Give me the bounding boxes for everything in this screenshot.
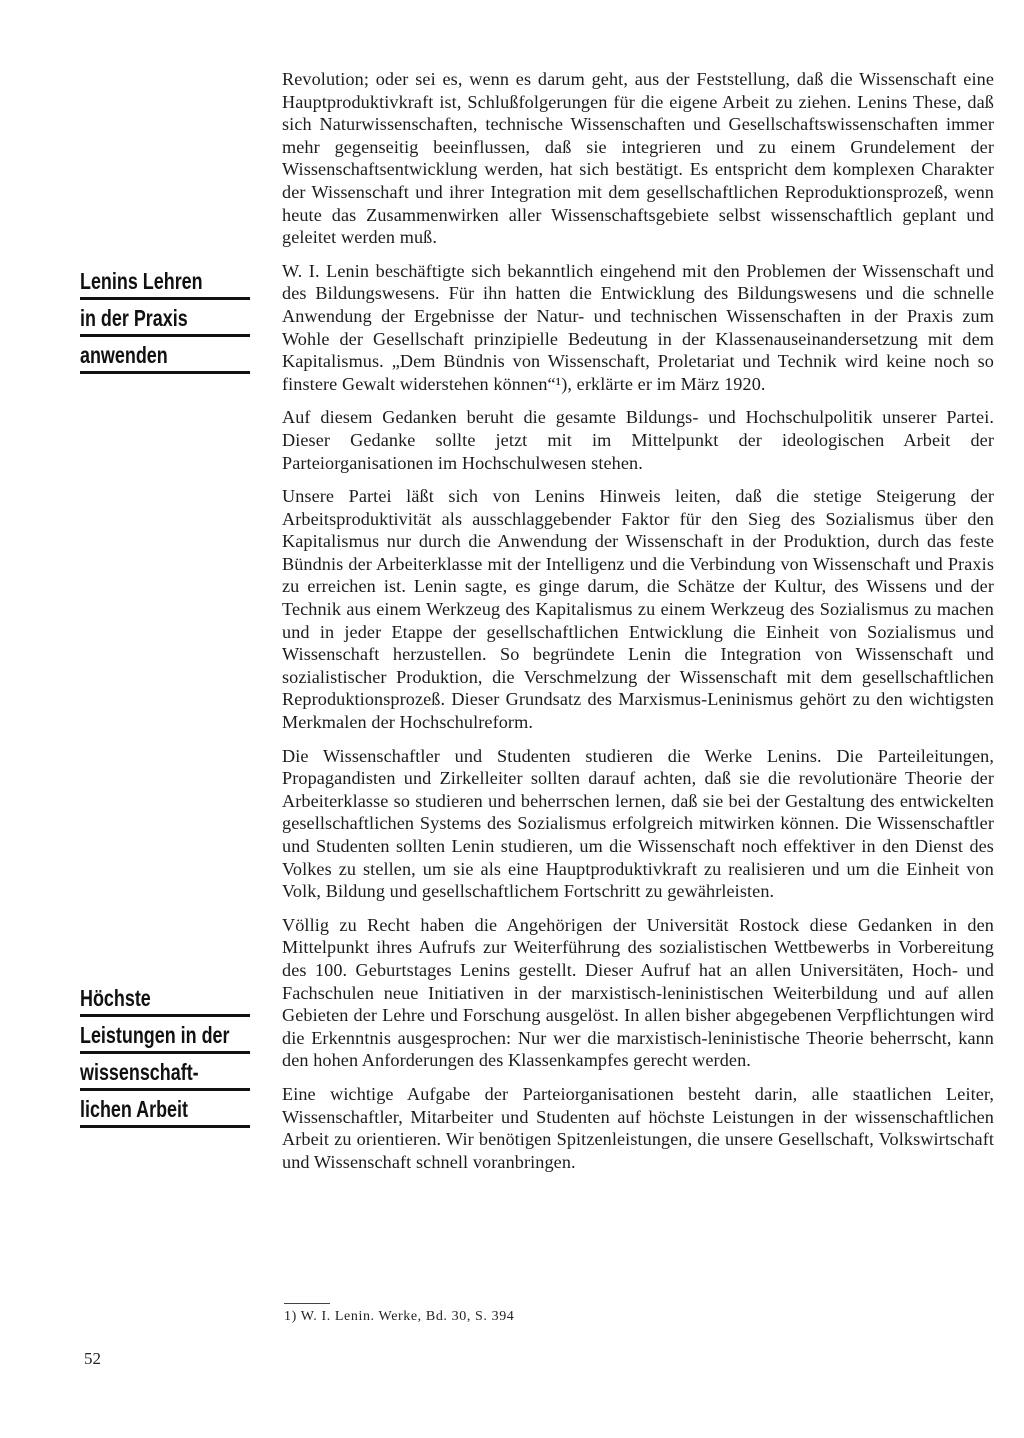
section-heading-hoechste-leistungen xyxy=(80,983,230,1131)
page-number: 52 xyxy=(84,1349,101,1368)
paragraph: Revolution; oder sei es, wenn es darum geht, aus der Feststellung, daß die Wissenschaft eine Hauptproduktivkraft ist, Schlußfolgerungen für die eigene Arbeit zu ziehen. Lenins These, daß sich Naturwissenschaften, technische Wissenschaften und Gesellschaftswissenschaften immer mehr gegenseitig beeinflussen, daß sie integrieren und zu einem Grundelement der Wissenschaftsentwicklung werden, hat sich bestätigt. Es entspricht dem komplexen Charakter der Wissenschaft und ihrer Integration mit dem gesellschaftlichen Reproduktionsprozeß, wenn heute das Zusammenwirken aller Wissenschaftsgebiete selbst wissenschaftlich geplant und geleitet werden muß. xyxy=(282,69,994,248)
paragraph: Auf diesem Gedanken beruht die gesamte Bildungs- und Hochschulpolitik unserer Partei. Dieser Gedanke sollte jetzt mit im Mittelpunkt der ideologischen Arbeit der Parteiorganisationen im Hochschulwesen stehen. xyxy=(282,407,994,473)
heading-line: anwenden xyxy=(80,340,250,374)
heading-line: lichen Arbeit xyxy=(80,1094,250,1128)
paragraph: Die Wissenschaftler und Studenten studieren die Werke Lenins. Die Parteileitungen, Propagandisten und Zirkelleiter sollten darauf achten, daß sie die revolutionäre Theorie der Arbeiterklasse so studieren und beherrschen lernen, daß sie bei der Gestaltung des entwickelten gesellschaftlichen Systems des Sozialismus erfolgreich mitwirken können. Die Wissenschaftler und Studenten sollten Lenin studieren, um die Wissenschaft noch effektiver in den Dienst des Volkes zu stellen, um sie als eine Hauptproduktivkraft zu realisieren und um die Einheit von Volk, Bildung und gesellschaftlichem Fortschritt zu gewährleisten. xyxy=(282,745,994,902)
section-heading-lenins-lehren xyxy=(80,266,213,377)
heading-line: wissenschaft- xyxy=(80,1057,250,1091)
footnote: 1) W. I. Lenin. Werke, Bd. 30, S. 394 xyxy=(284,1309,515,1324)
heading-line: Lenins Lehren xyxy=(80,266,250,300)
paragraph: Unsere Partei läßt sich von Lenins Hinweis leiten, daß die stetige Steigerung der Arbeitsproduktivität als ausschlaggebender Faktor für den Sieg des Sozialismus über den Kapitalismus nur durch die Anwendung der Wissenschaft in der Produktion, durch das feste Bündnis der Arbeiterklasse mit der Intelligenz und die Verbindung von Wissenschaft und Praxis zu erreichen ist. Lenin sagte, es ginge darum, die Schätze der Kultur, des Wissens und der Technik aus einem Werkzeug des Kapitalismus zu einem Werkzeug des Sozialismus zu machen und in jeder Etappe der gesellschaftlichen Entwicklung die Einheit von Sozialismus und Wissenschaft herzustellen. So begründete Lenin die Integration von Wissenschaft und sozialistischer Produktion, die Verschmelzung der Wissenschaft mit dem gesellschaftlichen Reproduktionsprozeß. Dieser Grundsatz des Marxismus-Leninismus gehört zu den wichtigsten Merkmalen der Hochschulreform. xyxy=(282,486,994,733)
paragraph: Völlig zu Recht haben die Angehörigen der Universität Rostock diese Gedanken in den Mittelpunkt ihres Aufrufs zur Weiterführung des sozialistischen Wettbewerbs in Vorbereitung des 100. Geburtstages Lenins gestellt. Dieser Aufruf hat an allen Universitäten, Hoch- und Fachschulen neue Initiativen in der marxistisch-leninistischen Weiterbildung und auf allen Gebieten der Lehre und Forschung ausgelöst. In allen bisher abgegebenen Verpflichtungen wird die Erkenntnis ausgesprochen: Nur wer die marxistisch-leninistische Theorie beherrscht, kann den hohen Anforderungen des Klassenkampfes gerecht werden. xyxy=(282,914,994,1071)
paragraph: W. I. Lenin beschäftigte sich bekanntlich eingehend mit den Problemen der Wissenschaft und des Bildungswesens. Für ihn hatten die Entwicklung des Bildungswesens und die schnelle Anwendung der Ergebnisse der Natur- und technischen Wissenschaften in der Praxis zum Wohle der Gesellschaft prinzipielle Bedeutung in der Klassenauseinandersetzung mit dem Kapitalismus. „Dem Bündnis von Wissenschaft, Proletariat und Technik wird keine noch so finstere Gewalt widerstehen können“¹), erklärte er im März 1920. xyxy=(282,260,994,394)
heading-line: Höchste xyxy=(80,983,250,1017)
heading-line: in der Praxis xyxy=(80,303,250,337)
paragraph: Eine wichtige Aufgabe der Parteiorganisationen besteht darin, alle staatlichen Leiter, Wissenschaftler, Mitarbeiter und Studenten auf höchste Leistungen in der wissenschaftlichen Arbeit zu orientieren. Wir benötigen Spitzenleistungen, die unsere Gesellschaft, Volkswirtschaft und Wissenschaft schnell voranbringen. xyxy=(282,1083,994,1172)
footnote-divider xyxy=(284,1303,330,1304)
heading-line: Leistungen in der xyxy=(80,1020,250,1054)
body-text xyxy=(282,68,994,1184)
